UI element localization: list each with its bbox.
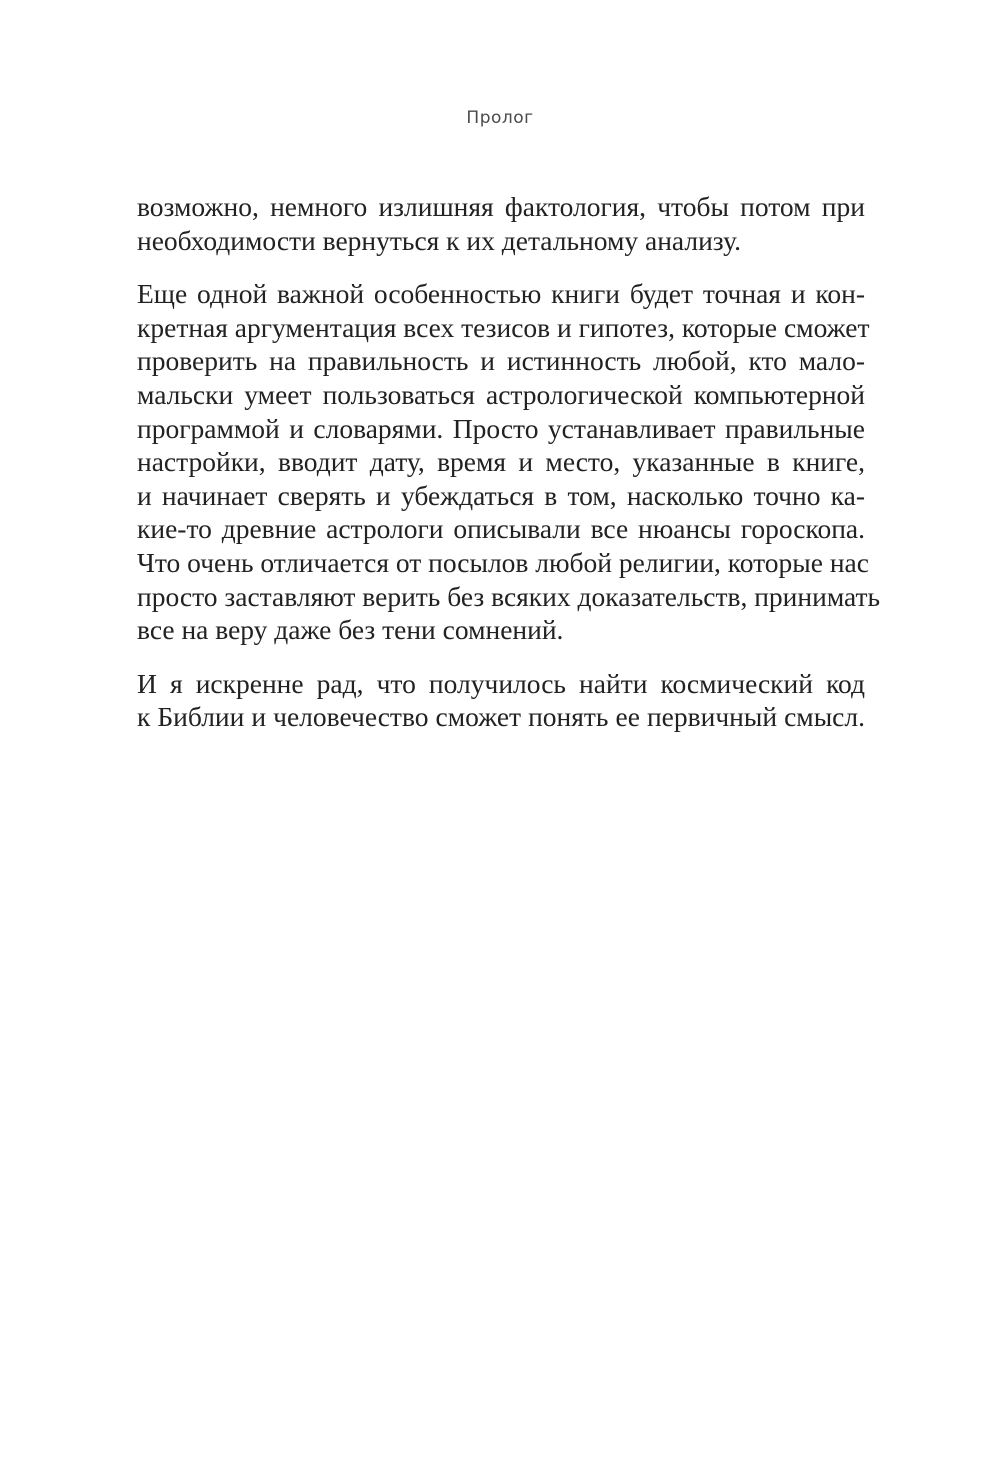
body-text [137,190,881,754]
text-line: И я искренне рад, что получилось найти космический код [137,667,865,699]
text-line: Что очень отличается от посылов любой религии, которые нас [137,546,869,578]
text-line: все на веру даже без тени сомнений. [137,614,564,646]
text-line: программой и словарями. Просто устанавливает правильные [137,412,865,444]
paragraph-1 [137,190,865,257]
paragraph-3 [137,667,865,734]
text-line: проверить на правильность и истинность любой, кто мало- [137,345,865,377]
running-head: Пролог [466,108,534,128]
text-line: возможно, немного излишняя фактология, чтобы потом при [137,191,865,222]
text-line: Еще одной важной особенностью книги будет точная и кон- [137,278,865,310]
text-line: необходимости вернуться к их детальному анализу. [137,224,741,256]
text-line: кретная аргументация всех тезисов и гипотез, которые сможет [137,311,870,343]
text-line: и начинает сверять и убеждаться в том, насколько точно ка- [137,479,865,511]
paragraph-2 [137,277,881,647]
text-line: просто заставляют верить без всяких доказательств, принимать [137,580,881,612]
text-line: к Библии и человечество сможет понять ее первичный смысл. [137,701,865,733]
text-line: кие-то древние астрологи описывали все нюансы гороскопа. [137,513,865,545]
text-line: мальски умеет пользоваться астрологической компьютерной [137,378,865,410]
text-line: настройки, вводит дату, время и место, указанные в книге, [137,446,865,478]
